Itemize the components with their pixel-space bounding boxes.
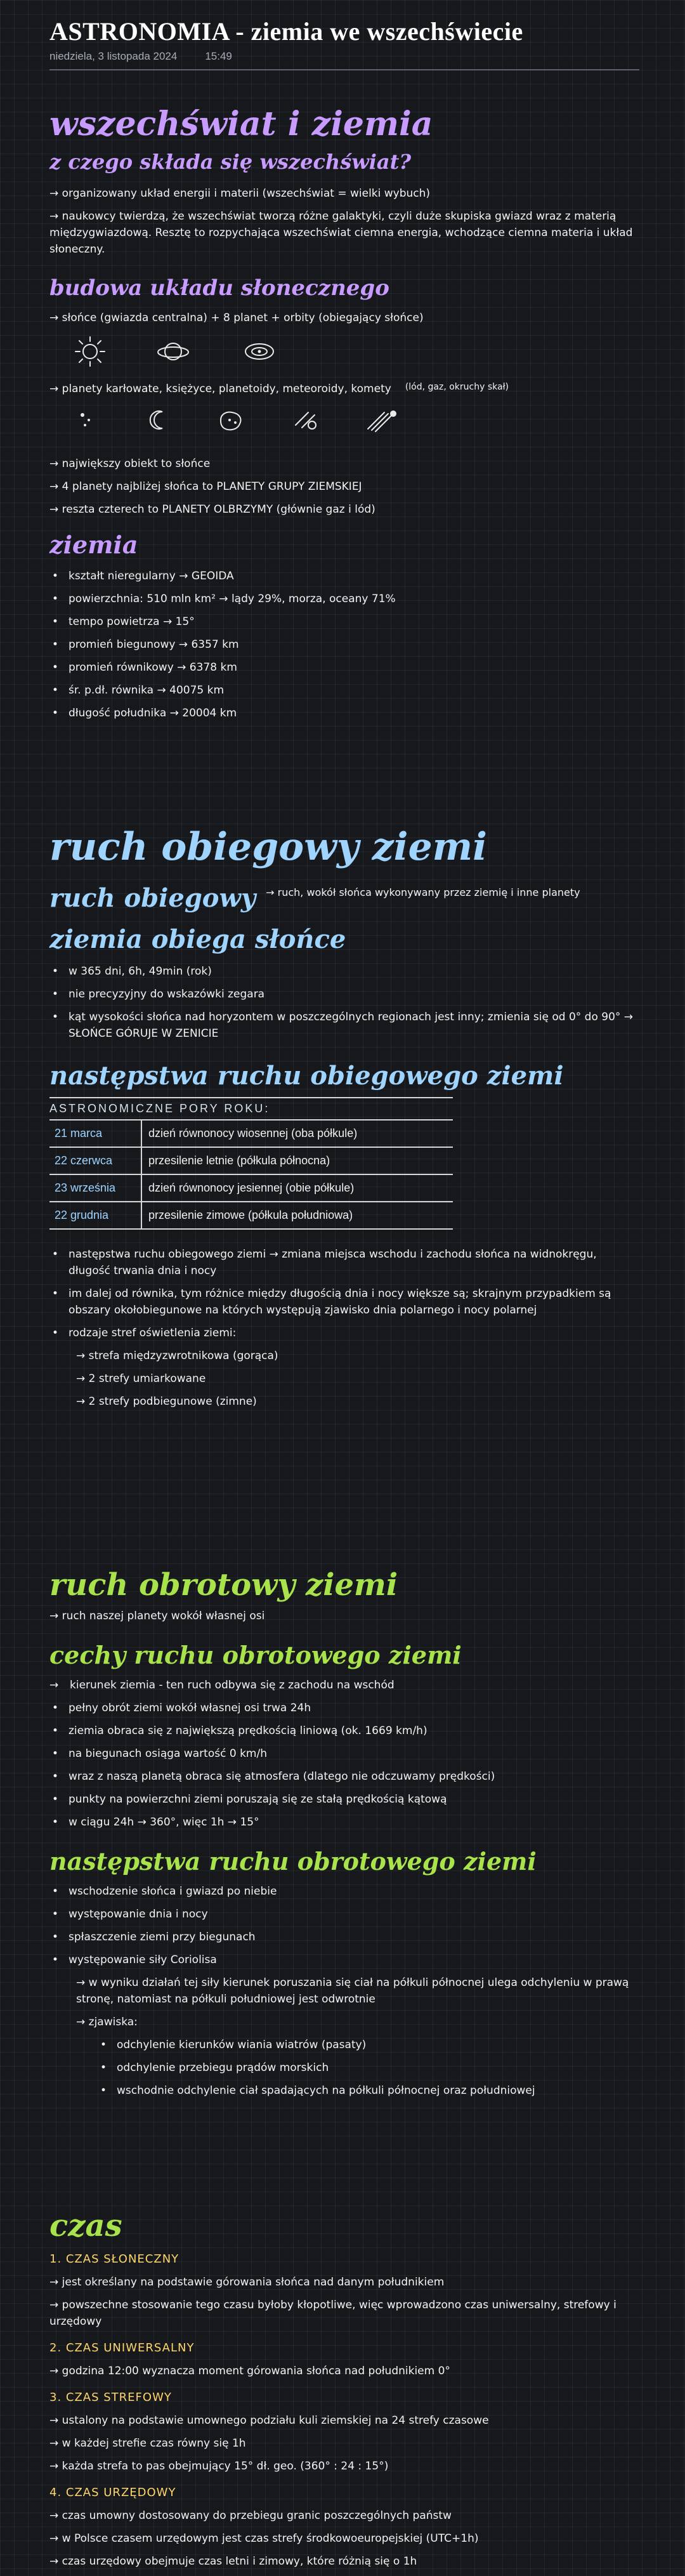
- time-item: [49, 2340, 639, 2379]
- meteoroid-icon: [289, 406, 322, 434]
- orbit-icon: [240, 335, 279, 368]
- list-item: [49, 2274, 639, 2290]
- list-item: • ziemia obraca się z największą prędkością liniową (ok. 1669 km/h): [49, 1723, 639, 1739]
- definition-text: → ruch naszej planety wokół własnej osi: [49, 1610, 265, 1622]
- list-item: • następstwa ruchu obiegowego ziemi → zmiana miejsca wschodu i zachodu słońca na widnokręgu, długość trwania dnia i nocy: [49, 1246, 639, 1279]
- text-line: → największy obiekt to słońce: [49, 457, 211, 470]
- text-line: → każda strefa to pas obejmujący 15° dł. geo. (360° : 24 : 15°): [49, 2460, 389, 2473]
- subsection-title: budowa układu słonecznego: [49, 275, 389, 301]
- section-title: ruch obrotowy ziemi: [49, 1567, 398, 1603]
- list-item: [76, 1370, 639, 1387]
- list-item: • promień równikowy → 6378 km: [49, 659, 639, 676]
- text-line: promień równikowy → 6378 km: [68, 661, 237, 674]
- definition-title: ruch obiegowy: [49, 883, 256, 913]
- list-item: • w 365 dni, 6h, 49min (rok): [49, 963, 639, 980]
- list-item: [49, 2435, 639, 2452]
- list-item: • wschodnie odchylenie ciał spadających na półkuli północnej oraz południowej: [98, 2082, 639, 2099]
- icons-row: [74, 335, 639, 368]
- text-line: → naukowcy twierdzą, że wszechświat tworzą różne galaktyki, czyli duże skupiska gwiazd wraz z materią międzygwiazdową. Resztę to rozpychająca wszechświat ciemna energia, wchodzące ciemna materia i układ słoneczny.: [49, 210, 633, 256]
- list-item: [49, 2507, 639, 2524]
- list-item: • wschodzenie słońca i gwiazd po niebie: [49, 1883, 639, 1900]
- list-item: [49, 501, 639, 518]
- list-item: • im dalej od równika, tym różnice między długością dnia i nocy większe są; skrajnym przypadkiem są obszary okołobiegunowe na których występują zjawisko dnia polarnego i nocy polarnej: [49, 1285, 639, 1318]
- table-header: ASTRONOMICZNE PORY ROKU:: [49, 1098, 453, 1120]
- list-item: [76, 1348, 639, 1364]
- text-line: → ustalony na podstawie umownego podziału kuli ziemskiej na 24 strefy czasowe: [49, 2414, 489, 2427]
- icons-row: [75, 406, 639, 434]
- text-line: → godzina 12:00 wyznacza moment górowania słońca nad południkiem 0°: [49, 2365, 450, 2377]
- list-item: • tempo powietrza → 15°: [49, 614, 639, 630]
- text-line: → w wyniku działań tej siły kierunek poruszania się ciał na półkuli północnej ulega odchyleniu w prawą stronę, natomiast na półkuli południowej jest odwrotnie: [76, 1976, 629, 2006]
- text-line: kierunek ziemia - ten ruch odbywa się z zachodu na wschód: [70, 1679, 395, 1692]
- text-line: kształt nieregularny → GEOIDA: [68, 570, 234, 582]
- list-item: [49, 2458, 639, 2474]
- date-text: niedziela, 3 listopada 2024: [49, 50, 178, 62]
- text-line: następstwa ruchu obiegowego ziemi → zmiana miejsca wschodu i zachodu słońca na widnokręgu, długość trwania dnia i nocy: [68, 1248, 597, 1277]
- text-line: w 365 dni, 6h, 49min (rok): [68, 965, 212, 978]
- seasons-table: [49, 1097, 453, 1230]
- list-item: [49, 185, 639, 202]
- text-line: nie precyzyjny do wskazówki zegara: [68, 988, 265, 1001]
- text-line: wraz z naszą planetą obraca się atmosfera (dlatego nie odczuwamy prędkości): [68, 1770, 495, 1783]
- list-item: [49, 456, 639, 472]
- list-item: [76, 2014, 639, 2030]
- text-line: wschodnie odchylenie ciał spadających na półkuli północnej oraz południowej: [117, 2084, 535, 2097]
- text-line: długość południka → 20004 km: [68, 707, 237, 720]
- text-line: im dalej od równika, tym różnice między długością dnia i nocy większe są; skrajnym przypadkiem są obszary okołobiegunowe na których występują zjawisko dnia polarnego i nocy polarnej: [68, 1287, 611, 1317]
- list-item: • nie precyzyjny do wskazówki zegara: [49, 986, 639, 1002]
- text-line: → 4 planety najbliżej słońca to PLANETY GRUPY ZIEMSKIEJ: [49, 480, 362, 493]
- table-row: [49, 1202, 453, 1228]
- list-item: • kąt wysokości słońca nad horyzontem w poszczególnych regionach jest inny; zmienia się od 0° do 90° → SŁOŃCE GÓRUJE W ZENICIE: [49, 1009, 639, 1042]
- subsection-title: następstwa ruchu obrotowego ziemi: [49, 1847, 537, 1876]
- section-title: czas: [49, 2208, 122, 2244]
- planet-icon: [153, 335, 193, 368]
- list-item: [49, 2530, 639, 2547]
- table-cell-desc: dzień równonocy wiosennej (oba półkule): [148, 1127, 358, 1140]
- text-line: punkty na powierzchni ziemi poruszają się ze stałą prędkością kątową: [68, 1793, 447, 1806]
- subsection-title: cechy ruchu obrotowego ziemi: [49, 1641, 462, 1669]
- header-divider: [49, 69, 639, 70]
- list-item: • odchylenie przebiegu prądów morskich: [98, 2060, 639, 2076]
- list-item: • punkty na powierzchni ziemi poruszają się ze stałą prędkością kątową: [49, 1791, 639, 1808]
- text-line: promień biegunowy → 6357 km: [68, 638, 239, 651]
- sun-icon: [74, 335, 107, 368]
- list-item: • promień biegunowy → 6357 km: [49, 636, 639, 653]
- text-line: wschodzenie słońca i gwiazd po niebie: [68, 1885, 277, 1898]
- text-line: występowanie siły Coriolisa: [68, 1954, 217, 1966]
- list-item: • występowanie dnia i nocy: [49, 1906, 639, 1922]
- time-item: [49, 2389, 639, 2474]
- list-item: [49, 310, 639, 326]
- list-item: • pełny obrót ziemi wokół własnej osi trwa 24h: [49, 1700, 639, 1716]
- list-item: [49, 381, 639, 397]
- section-rotation: [49, 1567, 639, 2105]
- list-item: • występowanie siły Coriolisa: [49, 1952, 639, 1968]
- dust-icon: [75, 406, 103, 434]
- text-line: na biegunach osiąga wartość 0 km/h: [68, 1747, 267, 1760]
- table-cell-date: 22 czerwca: [49, 1148, 142, 1174]
- list-item: [49, 2412, 639, 2429]
- list-item: • odchylenie kierunków wiania wiatrów (pasaty): [98, 2037, 639, 2053]
- section-orbit: [49, 825, 639, 1416]
- time-item-title: 2. CZAS UNIWERSALNY: [49, 2341, 195, 2355]
- table-cell-date: 22 grudnia: [49, 1202, 142, 1228]
- time-item-title: 3. CZAS STREFOWY: [49, 2391, 172, 2404]
- text-line: występowanie dnia i nocy: [68, 1908, 208, 1921]
- text-line: → czas urzędowy obejmuje czas letni i zimowy, które różnią się o 1h: [49, 2555, 417, 2568]
- note-header: [49, 16, 639, 70]
- list-item: • na biegunach osiąga wartość 0 km/h: [49, 1745, 639, 1762]
- moon-icon: [145, 406, 173, 434]
- text-line: → w każdej strefie czas równy się 1h: [49, 2437, 246, 2450]
- time-item-title: 1. CZAS SŁONECZNY: [49, 2252, 179, 2266]
- list-item: • wraz z naszą planetą obraca się atmosfera (dlatego nie odczuwamy prędkości): [49, 1768, 639, 1785]
- text-line: pełny obrót ziemi wokół własnej osi trwa 24h: [68, 1702, 311, 1714]
- definition-text: → ruch, wokół słońca wykonywany przez ziemię i inne planety: [266, 886, 580, 898]
- text-line: tempo powietrza → 15°: [68, 615, 195, 628]
- section-title: wszechświat i ziemia: [49, 105, 433, 143]
- text-line: kąt wysokości słońca nad horyzontem w poszczególnych regionach jest inny; zmienia się od 0° do 90° → SŁOŃCE GÓRUJE W ZENICIE: [68, 1011, 634, 1040]
- list-item: • powierzchnia: 510 mln km² → lądy 29%, morza, oceany 71%: [49, 591, 639, 607]
- list-item: [49, 478, 639, 495]
- text-line: odchylenie przebiegu prądów morskich: [117, 2061, 329, 2074]
- list-item: [49, 2297, 639, 2330]
- table-cell-desc: dzień równonocy jesiennej (obie półkule): [148, 1181, 355, 1194]
- list-item: → kierunek ziemia - ten ruch odbywa się z zachodu na wschód: [49, 1677, 639, 1693]
- table-row: [49, 1175, 453, 1202]
- text-line: → czas umowny dostosowany do przebiegu granic poszczególnych państw: [49, 2509, 452, 2522]
- text-line: rodzaje stref oświetlenia ziemi:: [68, 1327, 237, 1339]
- note-text: (lód, gaz, okruchy skał): [405, 382, 509, 392]
- comet-icon: [364, 406, 400, 434]
- time-item: [49, 2485, 639, 2570]
- time-item-title: 4. CZAS URZĘDOWY: [49, 2486, 176, 2499]
- list-item: [76, 1393, 639, 1410]
- table-row: [49, 1120, 453, 1148]
- list-item: [49, 208, 639, 258]
- text-line: powierzchnia: 510 mln km² → lądy 29%, morza, oceany 71%: [68, 593, 396, 605]
- list-item: • w ciągu 24h → 360°, więc 1h → 15°: [49, 1814, 639, 1830]
- list-item: • spłaszczenie ziemi przy biegunach: [49, 1929, 639, 1945]
- subsection-title: ziemia: [49, 530, 138, 559]
- text-line: → w Polsce czasem urzędowym jest czas strefy środkowoeuropejskiej (UTC+1h): [49, 2532, 479, 2545]
- text-line: → organizowany układ energii i materii (wszechświat = wielki wybuch): [49, 187, 431, 200]
- table-cell-date: 23 września: [49, 1175, 142, 1201]
- asteroid-icon: [214, 406, 247, 434]
- text-line: → reszta czterech to PLANETY OLBRZYMY (głównie gaz i lód): [49, 503, 375, 516]
- list-item: • śr. p.dł. równika → 40075 km: [49, 682, 639, 699]
- list-item: [49, 2553, 639, 2570]
- table-cell-desc: przesilenie zimowe (półkula południowa): [148, 1209, 353, 1221]
- subsection-title: ziemia obiega słońce: [49, 924, 346, 954]
- list-item: • długość południka → 20004 km: [49, 705, 639, 721]
- text-line: → powszechne stosowanie tego czasu byłoby kłopotliwe, więc wprowadzono czas uniwersalny, strefowy i urzędowy: [49, 2299, 616, 2328]
- text-line: → 2 strefy umiarkowane: [76, 1372, 206, 1385]
- text-line: w ciągu 24h → 360°, więc 1h → 15°: [68, 1816, 259, 1829]
- section-title: ruch obiegowy ziemi: [49, 825, 487, 869]
- table-cell-desc: przesilenie letnie (półkula północna): [148, 1154, 330, 1167]
- text-line: ziemia obraca się z największą prędkością liniową (ok. 1669 km/h): [68, 1725, 427, 1737]
- table-cell-date: 21 marca: [49, 1120, 142, 1147]
- text-line: → jest określany na podstawie górowania słońca nad danym południkiem: [49, 2276, 445, 2289]
- text-line: → planety karłowate, księżyce, planetoidy, meteoroidy, komety: [49, 383, 391, 395]
- text-line: → zjawiska:: [76, 2016, 138, 2028]
- text-line: śr. p.dł. równika → 40075 km: [68, 684, 225, 697]
- text-line: → 2 strefy podbiegunowe (zimne): [76, 1395, 257, 1408]
- time-text: 15:49: [205, 50, 232, 62]
- list-item: • rodzaje stref oświetlenia ziemi:: [49, 1325, 639, 1341]
- time-item: [49, 2251, 639, 2330]
- section-time: [49, 2208, 639, 2576]
- table-row: [49, 1148, 453, 1175]
- list-item: • kształt nieregularny → GEOIDA: [49, 568, 639, 584]
- text-line: → słońce (gwiazda centralna) + 8 planet + orbity (obiegający słońce): [49, 312, 424, 324]
- text-line: spłaszczenie ziemi przy biegunach: [68, 1931, 256, 1943]
- section-universe: [49, 105, 639, 728]
- text-line: odchylenie kierunków wiania wiatrów (pasaty): [117, 2039, 367, 2051]
- list-item: [76, 1975, 639, 2008]
- text-line: → strefa międzyzwrotnikowa (gorąca): [76, 1350, 278, 1362]
- subsection-title: następstwa ruchu obiegowego ziemi: [49, 1061, 564, 1091]
- list-item: [49, 2363, 639, 2379]
- page-title: ASTRONOMIA - ziemia we wszechświecie: [49, 17, 523, 46]
- timestamp: [49, 50, 639, 63]
- section-subtitle: z czego składa się wszechświat?: [49, 150, 412, 174]
